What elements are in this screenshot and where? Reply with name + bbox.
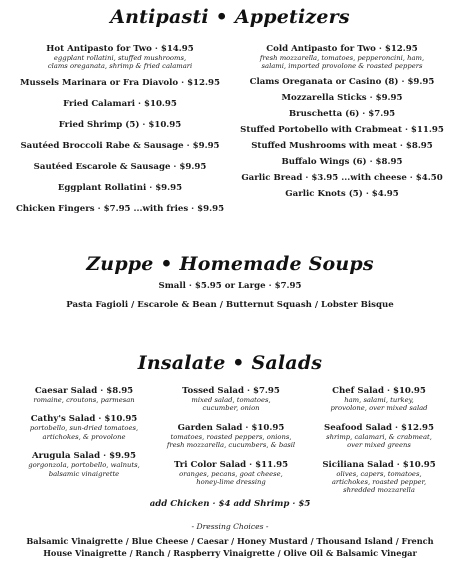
menu-item-description: clams oreganata, shrimp & fried calamari [47, 62, 193, 71]
menu-item [10, 120, 230, 130]
menu-item [232, 93, 452, 103]
menu-item-description: artichokes, roasted pepper, [331, 478, 427, 487]
insalate-heading: Insalate • Salads [137, 352, 323, 374]
menu-item [306, 423, 452, 450]
menu-item [306, 386, 452, 413]
menu-item-name: Cathy's Salad · $10.95 [30, 414, 138, 425]
menu-item-description: shrimp, calamari, & crabmeat, [326, 432, 432, 441]
menu-item-name: Arugula Salad · $9.95 [31, 451, 137, 462]
menu-item-name: Stuffed Mushrooms with meat · $8.95 [251, 140, 433, 151]
menu-item-name: Bruschetta (6) · $7.95 [288, 108, 396, 119]
menu-item-description: provolone, over mixed salad [330, 404, 428, 413]
menu-item-description: portobello, sun-dried tomatoes, [29, 424, 139, 433]
menu-item-name: Cold Antipasto for Two · $12.95 [266, 44, 418, 54]
salad-add-ons: add Chicken · $4 add Shrimp · $5 [149, 499, 311, 509]
salad-column-2 [158, 386, 304, 496]
menu-item [232, 189, 452, 199]
menu-item [14, 414, 154, 441]
menu-item-description: eggplant rollatini, stuffed mushrooms, [53, 54, 187, 62]
menu-item-name: Fried Shrimp (5) · $10.95 [58, 119, 182, 130]
menu-item [10, 162, 230, 172]
menu-item-name: Eggplant Rollatini · $9.95 [57, 182, 183, 193]
zuppe-heading: Zuppe • Homemade Soups [86, 253, 374, 275]
menu-item-name: Mussels Marinara or Fra Diavolo · $12.95 [20, 77, 220, 88]
menu-item [10, 141, 230, 151]
menu-item-name: Hot Antipasto for Two · $14.95 [46, 44, 194, 54]
dressing-list-1: Balsamic Vinaigrette / Blue Cheese / Caesar / Honey Mustard / Thousand Island / French [26, 536, 434, 546]
antipasti-left-column [10, 44, 230, 225]
menu-item-description: shredded mozzarella [343, 486, 415, 495]
menu-item-description: gorgonzola, portobello, walnuts, [28, 461, 140, 470]
menu-item-description: ham, salami, turkey, [344, 396, 414, 404]
menu-item [232, 44, 452, 71]
menu-item-description: fresh mozzarella, tomatoes, pepperoncini, ham, [259, 54, 425, 62]
menu-item [158, 423, 304, 450]
menu-item-name: Buffalo Wings (6) · $8.95 [281, 156, 403, 167]
menu-item-description: cucumber, onion [202, 404, 260, 413]
menu-item [232, 157, 452, 167]
menu-item-name: Sautéed Escarole & Sausage · $9.95 [33, 161, 207, 172]
antipasti-heading: Antipasti • Appetizers [110, 6, 350, 28]
menu-item-name: Chef Salad · $10.95 [332, 386, 426, 396]
menu-item [10, 99, 230, 109]
menu-item-description: olives, capers, tomatoes, [336, 469, 422, 478]
menu-item-description: balsamic vinaigrette [48, 469, 120, 478]
menu-item-name: Sautéed Broccoli Rabe & Sausage · $9.95 [20, 140, 220, 151]
menu-item-name: Caesar Salad · $8.95 [34, 386, 134, 396]
menu-item [158, 386, 304, 413]
menu-item [306, 460, 452, 495]
soup-sizes: Small · $5.95 or Large · $7.95 [158, 281, 302, 291]
menu-item-name: Tri Color Salad · $11.95 [173, 459, 289, 470]
menu-item-name: Tossed Salad · $7.95 [182, 386, 280, 396]
menu-item [14, 386, 154, 404]
menu-item-description: fresh mozzarella, cucumbers, & basil [166, 441, 296, 450]
menu-item [10, 183, 230, 193]
menu-item-name: Siciliana Salad · $10.95 [322, 459, 436, 470]
salad-column-3 [306, 386, 452, 505]
salad-column-1 [14, 386, 154, 488]
menu-item [10, 78, 230, 88]
menu-item-name: Fried Calamari · $10.95 [63, 98, 177, 109]
menu-item-description: honey-lime dressing [196, 478, 266, 487]
menu-item [158, 460, 304, 487]
menu-item-name: Garden Salad · $10.95 [177, 422, 285, 433]
menu-item-name: Mozzarella Sticks · $9.95 [281, 92, 403, 103]
menu-item-name: Seafood Salad · $12.95 [324, 422, 434, 433]
menu-item [232, 77, 452, 87]
menu-item-name: Stuffed Portobello with Crabmeat · $11.95 [240, 124, 444, 135]
dressing-heading: - Dressing Choices - [191, 522, 269, 531]
menu-item [232, 109, 452, 119]
menu-item [10, 204, 230, 214]
menu-item [10, 44, 230, 71]
menu-item-description: salami, imported provolone & roasted peppers [261, 62, 423, 71]
menu-item-name: Garlic Knots (5) · $4.95 [285, 188, 399, 199]
dressing-list-2: House Vinaigrette / Ranch / Raspberry Vinaigrette / Olive Oil & Balsamic Vinegar [43, 548, 417, 558]
menu-item-description: artichokes, & provolone [42, 432, 126, 441]
soup-list: Pasta Fagioli / Escarole & Bean / Butternut Squash / Lobster Bisque [66, 300, 394, 310]
menu-item-description: over mixed greens [347, 441, 411, 450]
menu-item-name: Chicken Fingers · $7.95 ...with fries · $9.95 [15, 203, 225, 214]
menu-item-name: Garlic Bread · $3.95 ...with cheese · $4.50 [241, 172, 443, 183]
menu-item-description: mixed salad, tomatoes, [191, 396, 271, 404]
menu-item-description: tomatoes, roasted peppers, onions, [170, 432, 292, 441]
menu-item-description: romaine, croutons, parmesan [33, 396, 135, 404]
menu-item [232, 173, 452, 183]
menu-item-description: oranges, pecans, goat cheese, [179, 469, 283, 478]
menu-item [14, 451, 154, 478]
menu-item [232, 141, 452, 151]
menu-item [232, 125, 452, 135]
menu-item-name: Clams Oreganata or Casino (8) · $9.95 [249, 76, 435, 87]
antipasti-right-column [232, 44, 452, 205]
